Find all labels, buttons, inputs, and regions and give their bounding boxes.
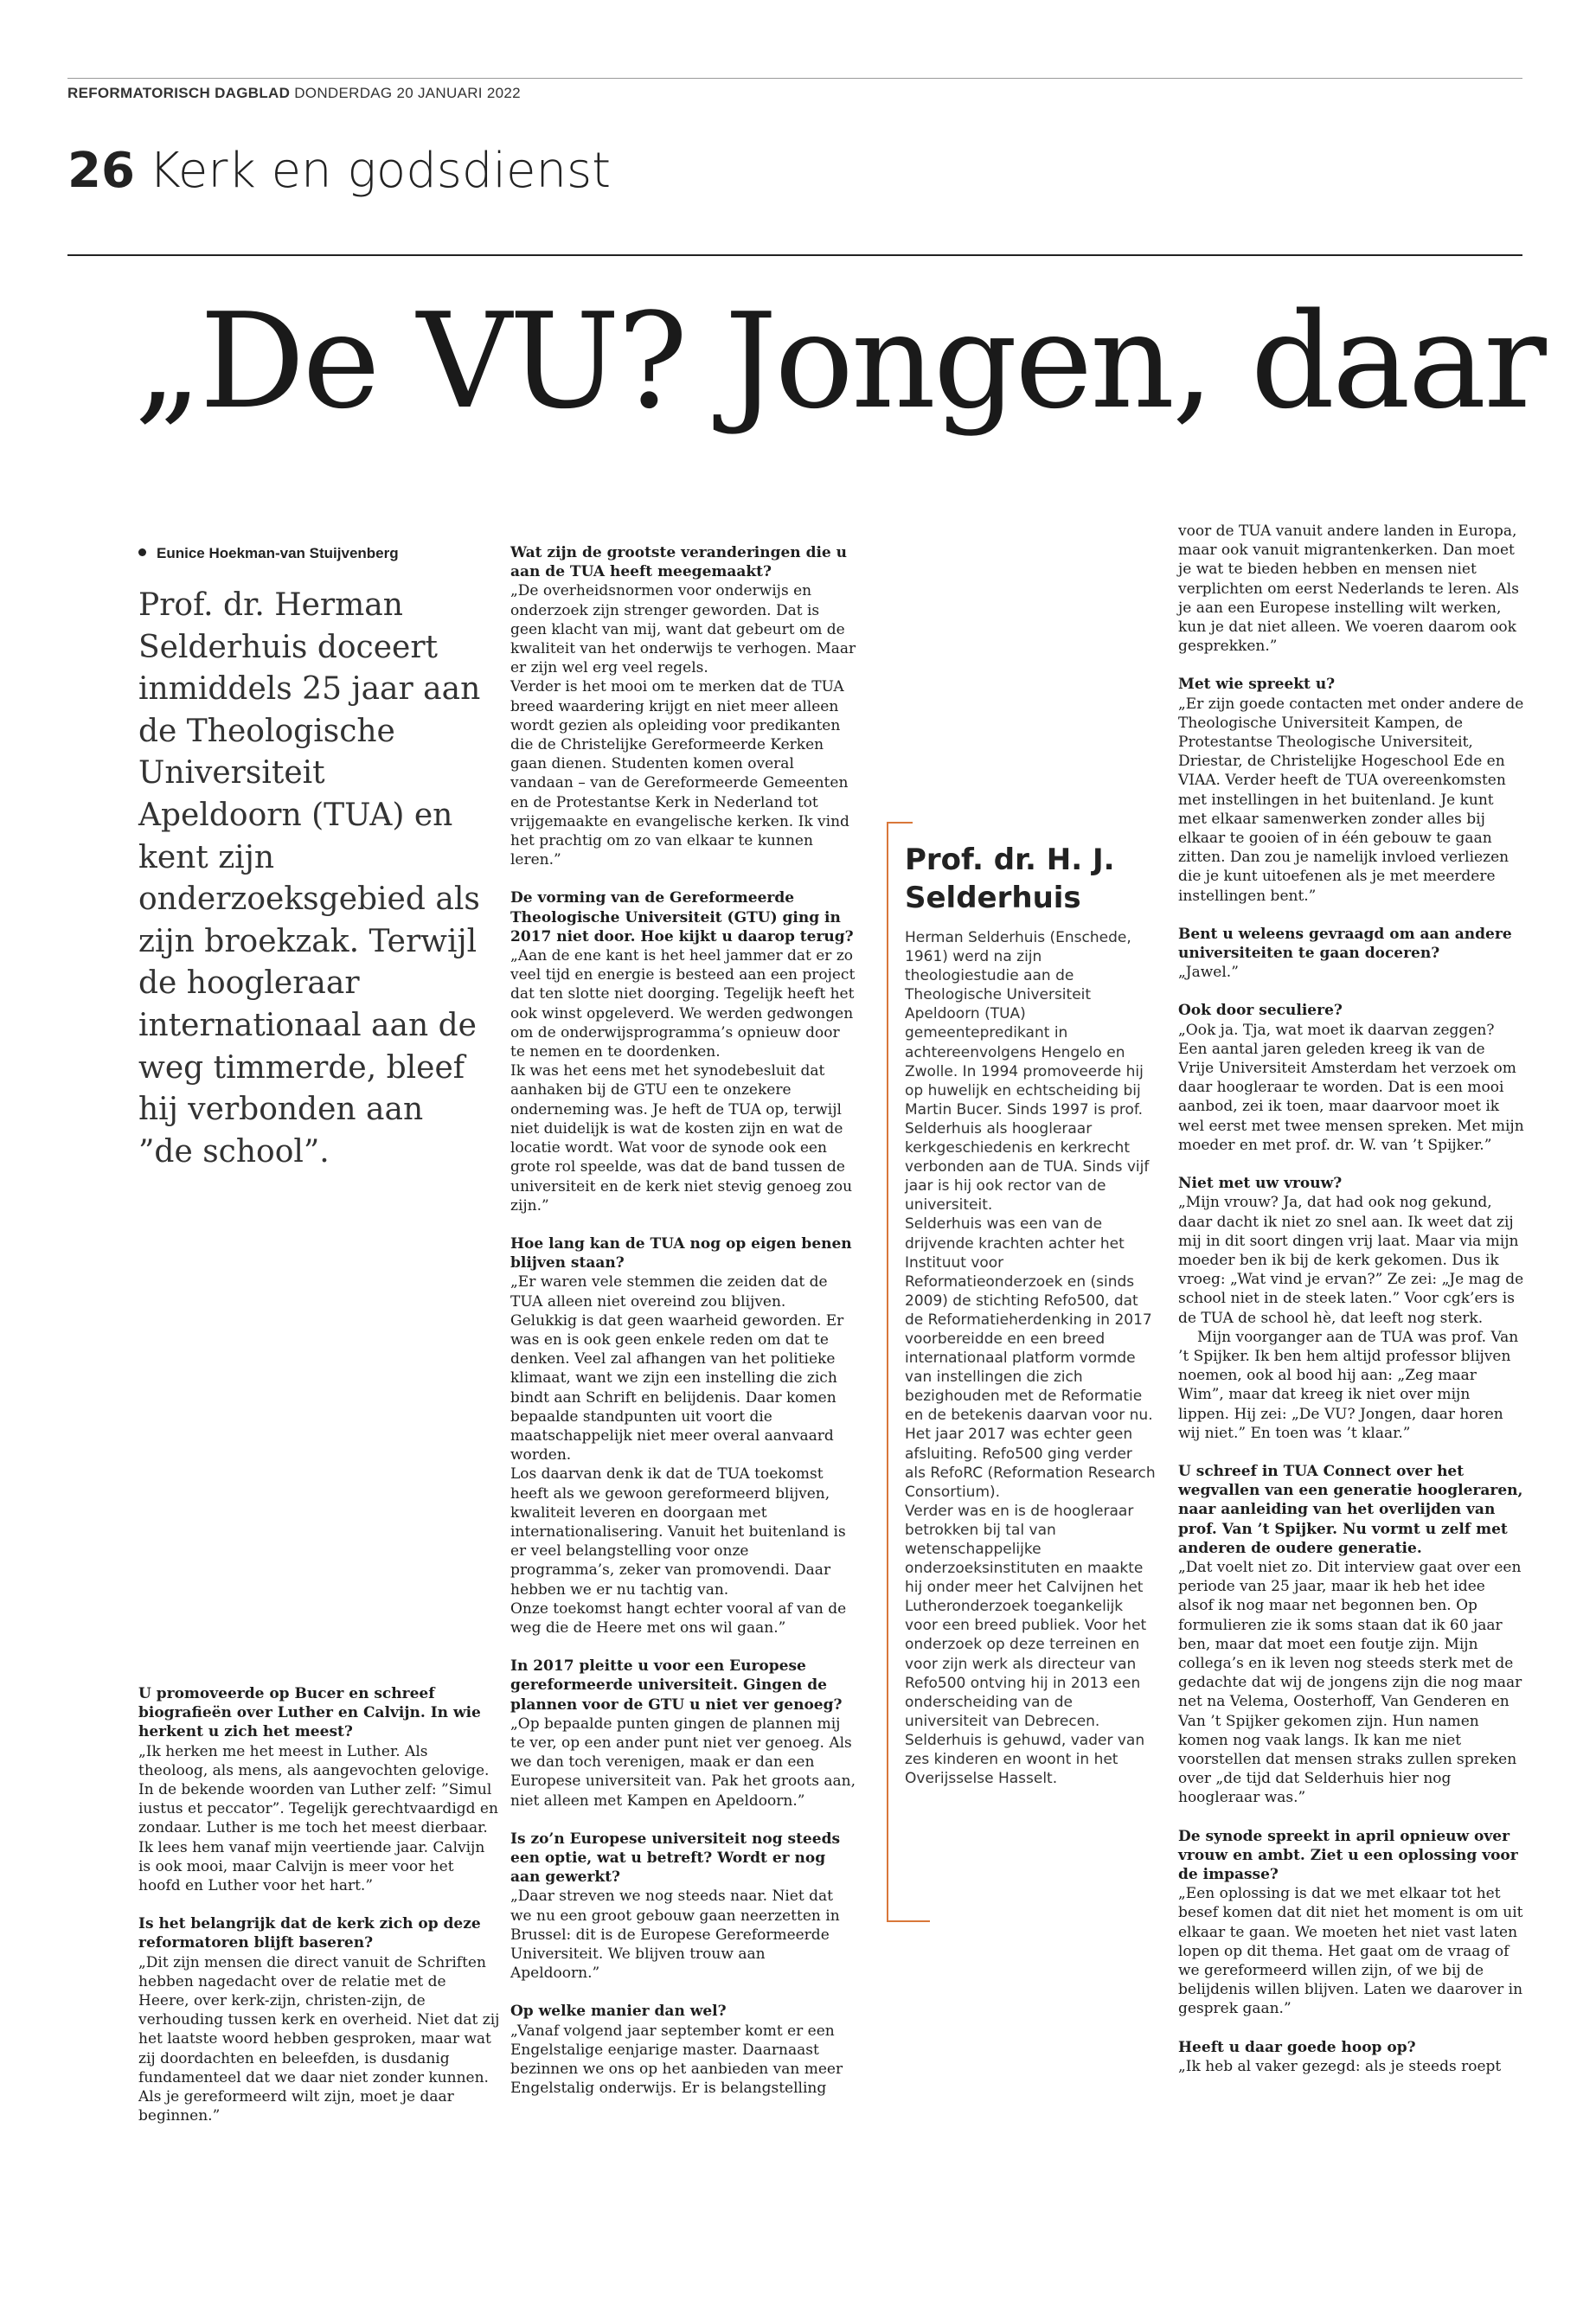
question: Met wie spreekt u? bbox=[1178, 676, 1336, 694]
box-border-left bbox=[887, 822, 888, 1922]
answer: „Ook ja. Tja, wat moet ik daarvan zeggen? Een aantal jaren geleden kreeg ik van de Vrije Universiteit Amsterdam het verzoek om daar hoogleraar te worden. Dat is een mooi aanbod, zei ik toen, maar daarvoor moet ik wel eerst met twee mensen spreken. Met mijn moeder en met prof. dr. W. van ’t Spijker.” bbox=[1178, 1021, 1524, 1154]
question: In 2017 pleitte u voor een Europese gereformeerde universiteit. Gingen de plannen voor de GTU u niet ver genoeg? bbox=[510, 1657, 843, 1714]
column-4 bbox=[1178, 522, 1524, 2076]
column-2 bbox=[510, 543, 856, 2098]
bio-body bbox=[905, 928, 1156, 1788]
column-1 bbox=[138, 1684, 500, 2125]
question: Ook door seculiere? bbox=[1178, 1002, 1343, 1020]
answer: „Ik herken me het meest in Luther. Als theoloog, als mens, als aangevochten gelovige. In de bekende woorden van Luther zelf: ”Simul iustus et peccator”. Tegelijk gerechtvaardigd en zondaar. Luther is me toch het meest dierbaar. Ik lees hem vanaf mijn veertiende jaar. Calvijn is ook mooi, maar Calvijn is meer voor het hoofd en Luther voor het hart.” bbox=[138, 1742, 498, 1895]
question: Heeft u daar goede hoop op? bbox=[1178, 2038, 1416, 2056]
question: De synode spreekt in april opnieuw over vrouw en ambt. Ziet u een oplossing voor de impasse? bbox=[1178, 1827, 1518, 1883]
answer: „De overheidsnormen voor onderwijs en onderzoek zijn strenger geworden. Dat is geen klacht van mij, want dat gebeurt om de kwaliteit van het onderwijs te verhogen. Maar er zijn wel erg veel regels. bbox=[510, 582, 856, 677]
answer: „Vanaf volgend jaar september komt er een Engelstalige eenjarige master. Daarnaast bezinnen we ons op het aanbieden van meer Engelstalig onderwijs. Er is belangstelling bbox=[510, 2022, 843, 2098]
answer: „Dat voelt niet zo. Dit interview gaat over een periode van 25 jaar, maar ik heb het idee alsof ik nog maar net begonnen ben. Op formulieren zie ik soms staan dat ik 60 jaar ben, maar dat moet een foutje zijn. Mijn collega’s en ik leven nog steeds sterk met de gedachte dat wij de jongens zijn die nog maar net na Velema, Oosterhoff, Van Genderen en Van ’t Spijker gekomen zijn. Hun namen komen nog vaak langs. Ik kan me niet voorstellen dat mensen straks zullen spreken over „de tijd dat Selderhuis hier nog hoogleraar was.” bbox=[1178, 1558, 1522, 1807]
question: U schreef in TUA Connect over het wegvallen van een generatie hoogleraren, naar aanleiding van het overlijden van prof. Van ’t Spijker. Nu vormt u zelf met anderen de oudere generatie. bbox=[1178, 1462, 1523, 1557]
box-border-top bbox=[887, 822, 913, 824]
answer: „Ik heb al vaker gezegd: als je steeds roept bbox=[1178, 2057, 1502, 2075]
question: Wat zijn de grootste veranderingen die u aan de TUA heeft meegemaakt? bbox=[510, 544, 848, 581]
answer: Verder is het mooi om te merken dat de TUA breed waardering krijgt en niet meer alleen wordt gezien als opleiding voor predikanten die de Christelijke Gereformeerde Kerken gaan dienen. Studenten komen overal vandaan – van de Gereformeerde Gemeenten en de Protestantse Kerk in Nederland tot vrijgemaakte en evangelische kerken. Ik vind het prachtig om zo van elkaar te kunnen leren.” bbox=[510, 678, 849, 869]
bio-paragraph: Herman Selderhuis (Enschede, 1961) werd na zijn theologiestudie aan de Theologische Universiteit Apeldoorn (TUA) gemeentepredikant in achtereenvolgens Hengelo en Zwolle. In 1994 promoveerde hij op huwelijk en echtscheiding bij Martin Bucer. Sinds 1997 is prof. Selderhuis als hoogleraar kerkgeschiedenis en kerkrecht verbonden aan de TUA. Sinds vijf jaar is hij ook rector van de universiteit. bbox=[905, 929, 1150, 1215]
answer: „Een oplossing is dat we met elkaar tot het besef komen dat dit niet het moment is om uit elkaar te gaan. We moeten het niet vast laten lopen op dit thema. Het gaat om de vraag of we gereformeerd willen zijn, of we bij de belijdenis willen blijven. Laten we daarover in gesprek gaan.” bbox=[1178, 1885, 1523, 2018]
answer: Onze toekomst hangt echter vooral af van de weg die de Heere met ons wil gaan.” bbox=[510, 1599, 847, 1637]
headline: „De VU? Jongen, daar bbox=[134, 285, 1544, 438]
question: De vorming van de Gereformeerde Theologische Universiteit (GTU) ging in 2017 niet door. Hoe kijkt u daarop terug? bbox=[510, 889, 854, 945]
answer: „Jawel.” bbox=[1178, 964, 1239, 982]
answer: voor de TUA vanuit andere landen in Europa, maar ook vanuit migrantenkerken. Dan moet je wat te bieden hebben en mensen niet verplichten om eerst Nederlands te leren. Als je aan een Europese instelling wilt werken, kun je dat niet alleen. We voeren daarom ook gesprekken.” bbox=[1178, 522, 1519, 656]
box-border-bottom bbox=[887, 1920, 930, 1922]
answer: „Er zijn goede contacten met onder andere de Theologische Universiteit Kampen, de Protestantse Theologische Universiteit, Driestar, de Christelijke Hogeschool Ede en VIAA. Verder heeft de TUA overeenkomsten met instellingen in het buitenland. Je kunt met elkaar samenwerken zonder alles bij elkaar te gooien of in één gebouw te gaan zitten. Dan zou je namelijk invloed verliezen die je kunt uitoefenen als je met meerdere instellingen bent.” bbox=[1178, 695, 1524, 905]
masthead-date: DONDERDAG 20 JANUARI 2022 bbox=[294, 85, 521, 101]
bio-box bbox=[887, 822, 1155, 1922]
question: Is zo’n Europese universiteit nog steeds een optie, wat u betreft? Wordt er nog aan gewerkt? bbox=[510, 1830, 841, 1887]
question: Bent u weleens gevraagd om aan andere universiteiten te gaan doceren? bbox=[1178, 925, 1512, 963]
bio-paragraph: Verder was en is de hoogleraar betrokken bij tal van wetenschappelijke onderzoeksinstituten en maakte hij onder meer het Calvijnen het Lutheronderzoek toegankelijk voor een breed publiek. Voor het onderzoek op deze terreinen en voor zijn werk als directeur van Refo500 ontving hij in 2013 een onderscheiding van de universiteit van Debrecen. Selderhuis is gehuwd, vader van zes kinderen en woont in het Overijsselse Hasselt. bbox=[905, 1502, 1147, 1788]
byline bbox=[138, 545, 399, 562]
answer: „Daar streven we nog steeds naar. Niet dat we nu een groot gebouw gaan neerzetten in Brussel: dit is de Europese Gereformeerde Universiteit. We blijven trouw aan Apeldoorn.” bbox=[510, 1888, 840, 1983]
masthead bbox=[67, 78, 1522, 102]
answer: „Dit zijn mensen die direct vanuit de Schriften hebben nagedacht over de relatie met de Heere, over kerk-zijn, christen-zijn, de verhouding tussen kerk en overheid. Niet dat zij het laatste woord hebben gesproken, maar wat zij doordachten en beleefden, is dusdanig fundamenteel dat we daar niet zonder kunnen. Als je gereformeerd wilt zijn, moet je daar beginnen.” bbox=[138, 1953, 500, 2125]
answer: „Er waren vele stemmen die zeiden dat de TUA alleen niet overeind zou blijven. Gelukkig is dat geen waarheid geworden. Er was en is ook geen enkele reden om dat te denken. Veel zal afhangen van het politieke klimaat, want we zijn een instelling die zich bindt aan Schrift en belijdenis. Daar komen bepaalde standpunten uit voort die maatschappelijk niet meer overal aanvaard worden. bbox=[510, 1273, 844, 1465]
intro-paragraph: Prof. dr. Herman Selderhuis doceert inmiddels 25 jaar aan de Theologische Universiteit Apeldoorn (TUA) en kent zijn onderzoeksgebied als zijn broekzak. Terwijl de hoogleraar internationaal aan de weg timmerde, bleef hij verbonden aan ”de school”. bbox=[138, 587, 481, 1170]
section-divider bbox=[67, 254, 1522, 256]
question: Is het belangrijk dat de kerk zich op deze reformatoren blijft baseren? bbox=[138, 1915, 481, 1952]
answer: Mijn voorganger aan de TUA was prof. Van ’t Spijker. Ik ben hem altijd professor blijven noemen, ook al bood hij aan: „Zeg maar Wim”, maar dat kreeg ik niet over mijn lippen. Hij zei: „De VU? Jongen, daar horen wij niet.” En toen was ’t klaar.” bbox=[1178, 1328, 1519, 1442]
question: Hoe lang kan de TUA nog op eigen benen blijven staan? bbox=[510, 1234, 852, 1272]
author-name: Eunice Hoekman-van Stuijvenberg bbox=[157, 545, 399, 561]
question: Op welke manier dan wel? bbox=[510, 2003, 727, 2021]
bullet-icon bbox=[138, 548, 146, 556]
bio-paragraph: Selderhuis was een van de drijvende krachten achter het Instituut voor Reformatieonderzoek en (sinds 2009) de stichting Refo500, dat de Reformatieherdenking in 2017 voorbereidde en een breed internationaal platform vormde van instellingen die zich bezighouden met de Reformatie en de betekenis daarvan voor nu. Het jaar 2017 was echter geen afsluiting. Refo500 ging verder als RefoRC (Reformation Research Consortium). bbox=[905, 1215, 1156, 1501]
page-number: 26 bbox=[67, 143, 135, 199]
section-title: Kerk en godsdienst bbox=[148, 143, 612, 199]
answer: Ik was het eens met het synodebesluit dat aanhaken bij de GTU een te onzekere onderneming was. Je heft de TUA op, terwijl niet duidelijk is wat de kosten zijn en wat de locatie wordt. Wat voor de synode ook een grote rol speelde, was dat de band tussen de universiteit en de kerk niet stevig genoeg zou zijn.” bbox=[510, 1062, 853, 1215]
masthead-paper: REFORMATORISCH DAGBLAD bbox=[67, 85, 291, 101]
section-header bbox=[67, 143, 611, 199]
bio-title: Prof. dr. H. J. Selderhuis bbox=[905, 843, 1115, 915]
answer: Los daarvan denk ik dat de TUA toekomst heeft als we gewoon gereformeerd blijven, kwaliteit leveren en doorgaan met internationalisering. Vanuit het buitenland is er veel belangstelling voor onze programma’s, zeker van promovendi. Daar hebben we er nu tachtig van. bbox=[510, 1465, 846, 1599]
question: Niet met uw vrouw? bbox=[1178, 1175, 1343, 1193]
answer: „Mijn vrouw? Ja, dat had ook nog gekund, daar dacht ik niet zo snel aan. Ik weet dat zij mij in dit soort dingen vrij laat. Maar via mijn moeder ben ik bij de kerk gekomen. Dus ik vroeg: „Wat vind je ervan?” Ze zei: „Je mag de school niet in de steek laten.” Voor cgk’ers is de TUA de school hè, dat leeft nog sterk. bbox=[1178, 1194, 1524, 1327]
answer: „Op bepaalde punten gingen de plannen mij te ver, op een ander punt niet ver genoeg. Als we dan toch verenigen, maak er dan een Europese universiteit van. Pak het groots aan, niet alleen met Kampen en Apeldoorn.” bbox=[510, 1715, 856, 1810]
answer: „Aan de ene kant is het heel jammer dat er zo veel tijd en energie is besteed aan een project dat ten slotte niet doorging. Tegelijk heeft het ook winst opgeleverd. We werden gedwongen om de onderwijsprogramma’s opnieuw door te nemen en te doordenken. bbox=[510, 947, 856, 1061]
question: U promoveerde op Bucer en schreef biografieën over Luther en Calvijn. In wie herkent u zich het meest? bbox=[138, 1685, 481, 1741]
